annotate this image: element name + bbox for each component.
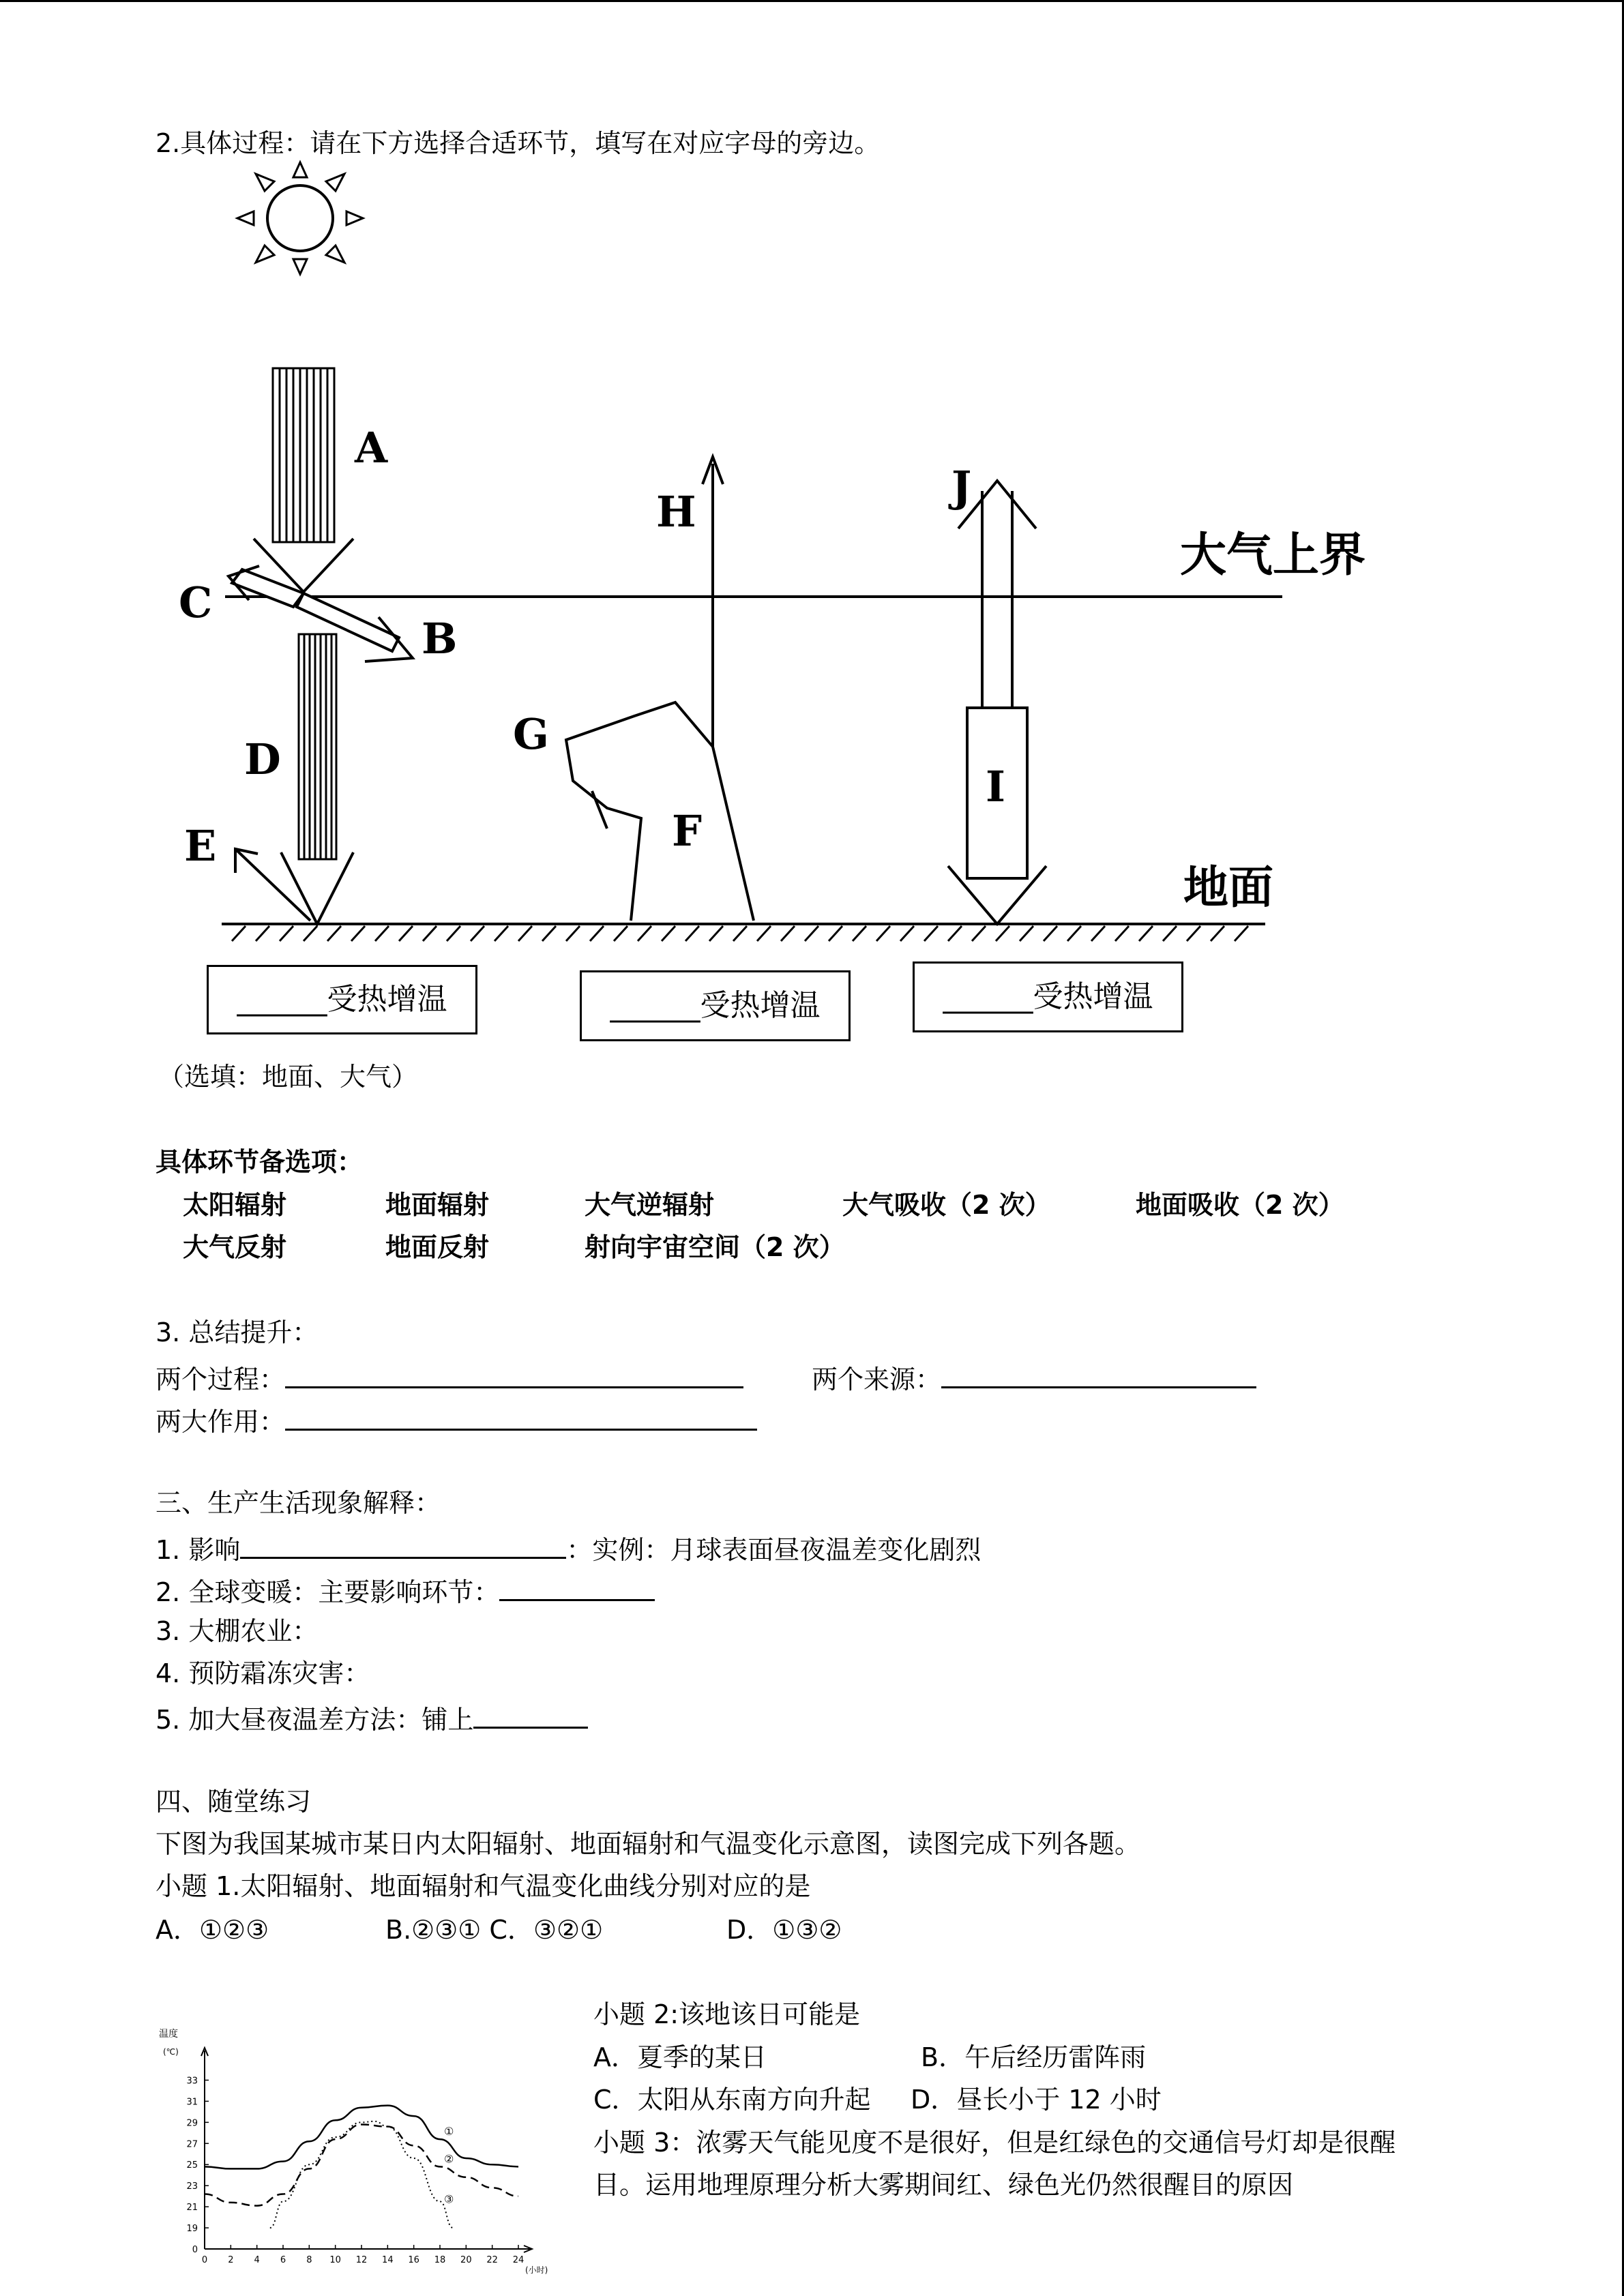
section3-item2 — [156, 1572, 655, 1609]
two-processes-line — [156, 1359, 743, 1396]
option-ground-reflection: 地面反射 — [385, 1232, 490, 1262]
chart-series-line-1 — [205, 2106, 518, 2169]
q2-option-a[interactable]: A．夏季的某日 — [593, 2042, 767, 2072]
chart-x-tick-label: 22 — [486, 2255, 498, 2265]
arrow-a-solar-radiation — [254, 368, 353, 592]
chart-x-tick-label: 2 — [228, 2255, 234, 2265]
option-ground-absorption: 地面吸收（2 次） — [1136, 1190, 1344, 1220]
item5-text: 5. 加大昼夜温差方法：铺上 — [156, 1705, 474, 1735]
atmosphere-heating-diagram — [0, 0, 1624, 968]
q1-option-b-c[interactable]: B.②③① C．③②① — [385, 1915, 604, 1945]
question3-line2: 目。运用地理原理分析大雾期间红、绿色光仍然很醒目的原因 — [593, 2170, 1294, 2200]
answer-box-1[interactable]: ______受热增温 — [207, 965, 477, 1034]
arrow-d-ground-absorption — [281, 634, 353, 924]
options-heading: 具体环节备选项： — [156, 1147, 364, 1177]
two-roles-blank[interactable] — [285, 1401, 757, 1431]
label-e: E — [184, 821, 217, 871]
chart-series-label-2: ② — [444, 2152, 454, 2166]
answer-box-3[interactable]: ______受热增温 — [913, 961, 1183, 1032]
chart-series-label-3: ③ — [444, 2192, 454, 2206]
label-h: H — [656, 487, 696, 537]
chart-y-tick-label: 31 — [186, 2097, 198, 2108]
section4-intro: 下图为我国某城市某日内太阳辐射、地面辐射和气温变化示意图，读图完成下列各题。 — [156, 1829, 1141, 1859]
chart-series-label-1: ① — [444, 2125, 454, 2138]
label-d: D — [244, 734, 281, 784]
section3-item1 — [156, 1530, 981, 1566]
chart-y-tick-label: 23 — [186, 2181, 198, 2192]
section3-item4: 4. 预防霜冻灾害： — [156, 1658, 370, 1688]
chart-series-line-2 — [205, 2124, 518, 2205]
section2-heading: 2.具体过程：请在下方选择合适环节，填写在对应字母的旁边。 — [156, 128, 881, 158]
q2-option-d[interactable]: D．昼长小于 12 小时 — [911, 2085, 1162, 2115]
option-atmosphere-reflection: 大气反射 — [183, 1232, 287, 1262]
chart-y-tick-label: 21 — [186, 2203, 198, 2213]
ground-label: 地面 — [1183, 861, 1273, 914]
chart-x-tick-label: 0 — [201, 2255, 208, 2265]
summary-heading: 3. 总结提升： — [156, 1317, 319, 1347]
label-a: A — [355, 423, 388, 473]
label-c: C — [179, 578, 213, 627]
option-ground-radiation: 地面辐射 — [385, 1190, 490, 1220]
two-sources-label: 两个来源： — [812, 1365, 942, 1395]
chart-yunit: (℃) — [163, 2047, 179, 2057]
section3-item3: 3. 大棚农业： — [156, 1616, 319, 1646]
two-processes-blank[interactable] — [285, 1359, 743, 1388]
chart-x-tick-label: 8 — [306, 2255, 312, 2265]
chart-y-tick-label: 0 — [192, 2245, 198, 2255]
answer-box-2[interactable]: ______受热增温 — [580, 970, 851, 1041]
chart-y-tick-label: 27 — [186, 2139, 198, 2150]
chart-x-tick-label: 24 — [512, 2255, 525, 2265]
chart-y-tick-label: 29 — [186, 2118, 198, 2129]
question1: 小题 1.太阳辐射、地面辐射和气温变化曲线分别对应的是 — [156, 1871, 811, 1901]
label-j: J — [951, 462, 972, 511]
ground-hatching — [232, 926, 1248, 941]
chart-x-tick-label: 14 — [382, 2255, 394, 2265]
section3-item5 — [156, 1699, 588, 1736]
item1-blank[interactable] — [240, 1530, 566, 1559]
chart-y-tick-label: 25 — [186, 2160, 198, 2171]
q2-option-b[interactable]: B．午后经历雷阵雨 — [921, 2042, 1147, 2072]
section4-heading: 四、随堂练习 — [156, 1787, 312, 1817]
item2-text: 2. 全球变暖：主要影响环节： — [156, 1577, 500, 1607]
option-to-space: 射向宇宙空间（2 次） — [585, 1232, 845, 1262]
label-g: G — [513, 709, 549, 759]
option-counter-radiation: 大气逆辐射 — [585, 1190, 715, 1220]
chart-x-tick-label: 12 — [355, 2255, 368, 2265]
upper-boundary-label: 大气上界 — [1180, 528, 1366, 582]
arrow-i-counter-radiation — [948, 708, 1046, 924]
option-atmosphere-absorption: 大气吸收（2 次） — [842, 1190, 1051, 1220]
two-roles-line — [156, 1401, 757, 1438]
chart-x-tick-label: 4 — [254, 2255, 260, 2265]
chart-y-tick-label: 33 — [186, 2076, 198, 2087]
q2-option-c[interactable]: C．太阳从东南方向升起 — [593, 2085, 871, 2115]
q1-option-d[interactable]: D．①③② — [726, 1915, 842, 1945]
chart-series-line-3 — [270, 2121, 453, 2228]
diagram-note: （选填：地面、大气） — [158, 1062, 418, 1092]
two-processes-label: 两个过程： — [156, 1365, 286, 1395]
label-f: F — [672, 806, 703, 856]
chart-y-tick-label: 19 — [186, 2224, 198, 2235]
chart-xlabel: (小时) — [525, 2265, 548, 2275]
item1-suffix: ：实例：月球表面昼夜温差变化剧烈 — [566, 1535, 981, 1565]
option-solar-radiation: 太阳辐射 — [183, 1190, 287, 1220]
chart-x-tick-label: 20 — [460, 2255, 472, 2265]
section3-heading: 三、生产生活现象解释： — [156, 1488, 441, 1518]
q1-option-a[interactable]: A．①②③ — [156, 1915, 269, 1945]
arrow-c-reflection — [228, 566, 304, 607]
label-b: B — [422, 614, 458, 664]
chart-x-tick-label: 10 — [329, 2255, 341, 2265]
question2: 小题 2:该地该日可能是 — [593, 1999, 861, 2029]
label-i: I — [986, 762, 1006, 811]
chart-x-tick-label: 16 — [408, 2255, 419, 2265]
chart-x-tick-label: 18 — [434, 2255, 446, 2265]
two-sources-blank[interactable] — [941, 1359, 1256, 1388]
item1-prefix: 1. 影响 — [156, 1535, 241, 1565]
chart-ylabel: 温度 — [159, 2029, 178, 2040]
two-sources-line — [812, 1359, 1256, 1396]
item5-blank[interactable] — [473, 1699, 588, 1729]
temperature-chart — [147, 2022, 570, 2284]
item2-blank[interactable] — [499, 1572, 655, 1601]
arrow-j-to-space — [958, 481, 1036, 708]
two-roles-label: 两大作用： — [156, 1407, 286, 1437]
chart-x-tick-label: 6 — [280, 2255, 286, 2265]
question3-line1: 小题 3：浓雾天气能见度不是很好，但是红绿色的交通信号灯却是很醒 — [593, 2128, 1396, 2158]
